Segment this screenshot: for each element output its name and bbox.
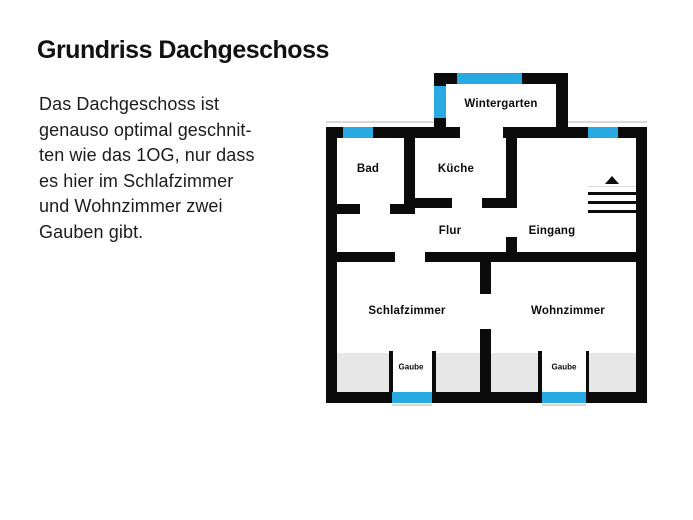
window-sill-line [542, 404, 586, 406]
wall-segment [503, 127, 588, 138]
stair-direction-arrow-icon [605, 176, 619, 184]
room-label-schlafzimmer: Schlafzimmer [368, 305, 446, 317]
wall-segment [326, 127, 337, 403]
wall-segment [480, 262, 491, 294]
wall-segment [373, 127, 460, 138]
eaves-line [326, 121, 434, 123]
window-marker [343, 127, 373, 138]
description-line: es hier im Schlafzimmer [39, 170, 234, 191]
room-label-bad: Bad [356, 163, 380, 175]
room-label-wintergarten: Wintergarten [464, 98, 538, 110]
description-line: Das Dachgeschoss ist [39, 94, 220, 114]
wall-segment [415, 198, 452, 208]
wall-segment [482, 198, 508, 208]
description-line: Gauben gibt. [39, 221, 144, 242]
wall-segment [506, 138, 517, 208]
window-sill-line [392, 404, 432, 406]
roof-slope-area [589, 353, 636, 392]
stair-step-line [588, 201, 636, 204]
gaube-side-wall [586, 351, 590, 392]
stair-step-line [588, 192, 636, 195]
room-label-kueche: Küche [437, 163, 475, 175]
wall-segment [434, 73, 446, 86]
description-line: genauso optimal geschnit- [39, 119, 252, 140]
room-label-flur: Flur [438, 225, 462, 237]
wall-segment [480, 329, 491, 403]
roof-slope-area [337, 353, 389, 392]
stair-step-line [588, 210, 636, 213]
stair-edge-line [588, 186, 636, 187]
wall-segment [326, 392, 392, 403]
wall-segment [326, 252, 395, 262]
description-line: und Wohnzimmer zwei [39, 196, 223, 216]
roof-slope-area [435, 353, 480, 392]
page-title: Grundriss Dachgeschoss [37, 36, 329, 64]
window-marker [434, 86, 446, 118]
wall-segment [425, 252, 647, 262]
description-line: ten wie das 1OG, nur dass [39, 145, 255, 165]
roof-slope-area [491, 353, 538, 392]
window-marker [542, 392, 586, 403]
wall-segment [636, 127, 647, 403]
wall-segment [586, 392, 647, 403]
eaves-line [568, 121, 647, 123]
room-label-eingang: Eingang [528, 225, 576, 237]
room-label-wohnzimmer: Wohnzimmer [531, 305, 605, 317]
window-marker [392, 392, 432, 403]
wall-segment [404, 138, 415, 213]
window-marker [588, 127, 618, 138]
gaube-side-wall [432, 351, 436, 392]
gaube-side-wall [389, 351, 393, 392]
wall-segment [330, 204, 360, 214]
gaube-side-wall [538, 351, 542, 392]
room-label-gaube-left: Gaube [398, 362, 424, 372]
wall-segment [390, 204, 415, 214]
window-marker [457, 73, 522, 84]
room-label-gaube-right: Gaube [551, 362, 577, 372]
